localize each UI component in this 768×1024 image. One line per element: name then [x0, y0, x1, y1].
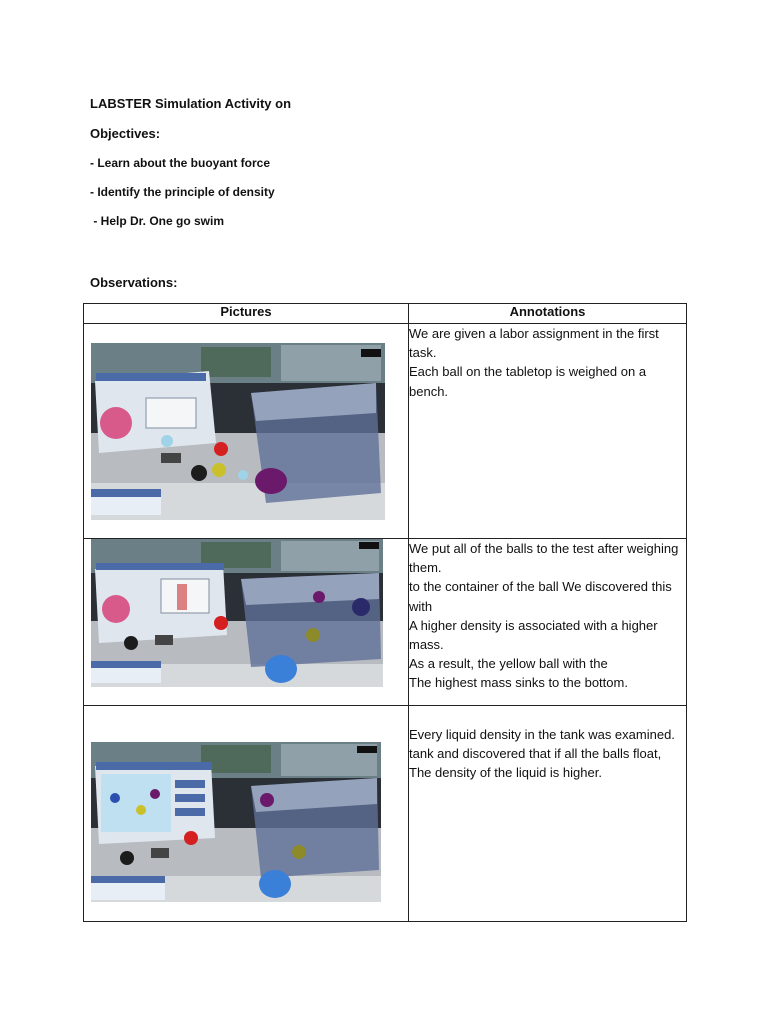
annotation-line: We put all of the balls to the test after weighing them.: [409, 541, 679, 576]
annotation-line: The density of the liquid is higher.: [409, 765, 602, 781]
lab-screenshot-weighing-balls: [91, 343, 385, 520]
table-row: [84, 706, 687, 922]
picture-cell: [84, 706, 409, 922]
annotation-line: Every liquid density in the tank was examined.: [409, 727, 675, 742]
annotation-cell: [409, 324, 687, 539]
annotation-line: As a result, the yellow ball with the: [409, 656, 608, 672]
table-header-row: [84, 304, 687, 324]
annotation-line: tank and discovered that if all the balls float,: [409, 746, 662, 762]
annotation-line: A higher density is associated with a higher mass.: [409, 617, 658, 653]
document-title: LABSTER Simulation Activity on: [90, 96, 292, 111]
observations-table: [83, 303, 687, 922]
header-annotations: Annotations: [409, 304, 687, 324]
observations-heading: Observations:: [90, 275, 178, 290]
table-row: [84, 539, 687, 706]
lab-screenshot-balls-in-tank: [91, 539, 383, 687]
lab-screenshot-liquid-density: [91, 742, 381, 902]
picture-cell: [84, 324, 409, 539]
annotation-line: We are given a labor assignment in the first task.: [409, 326, 659, 361]
annotation-line: Each ball on the tabletop is weighed on a bench.: [409, 364, 647, 399]
objective-item-1: - Learn about the buoyant force: [90, 156, 271, 170]
objectives-heading: Objectives:: [90, 126, 161, 141]
table-row: [84, 324, 687, 539]
objective-item-3: - Help Dr. One go swim: [90, 214, 225, 228]
annotation-cell: [409, 539, 687, 706]
picture-cell: [84, 539, 409, 706]
objective-item-2: - Identify the principle of density: [90, 185, 275, 199]
annotation-line: The highest mass sinks to the bottom.: [409, 675, 628, 691]
header-pictures: Pictures: [84, 304, 409, 324]
annotation-line: to the container of the ball We discovered this with: [409, 579, 672, 614]
annotation-cell: [409, 706, 687, 922]
